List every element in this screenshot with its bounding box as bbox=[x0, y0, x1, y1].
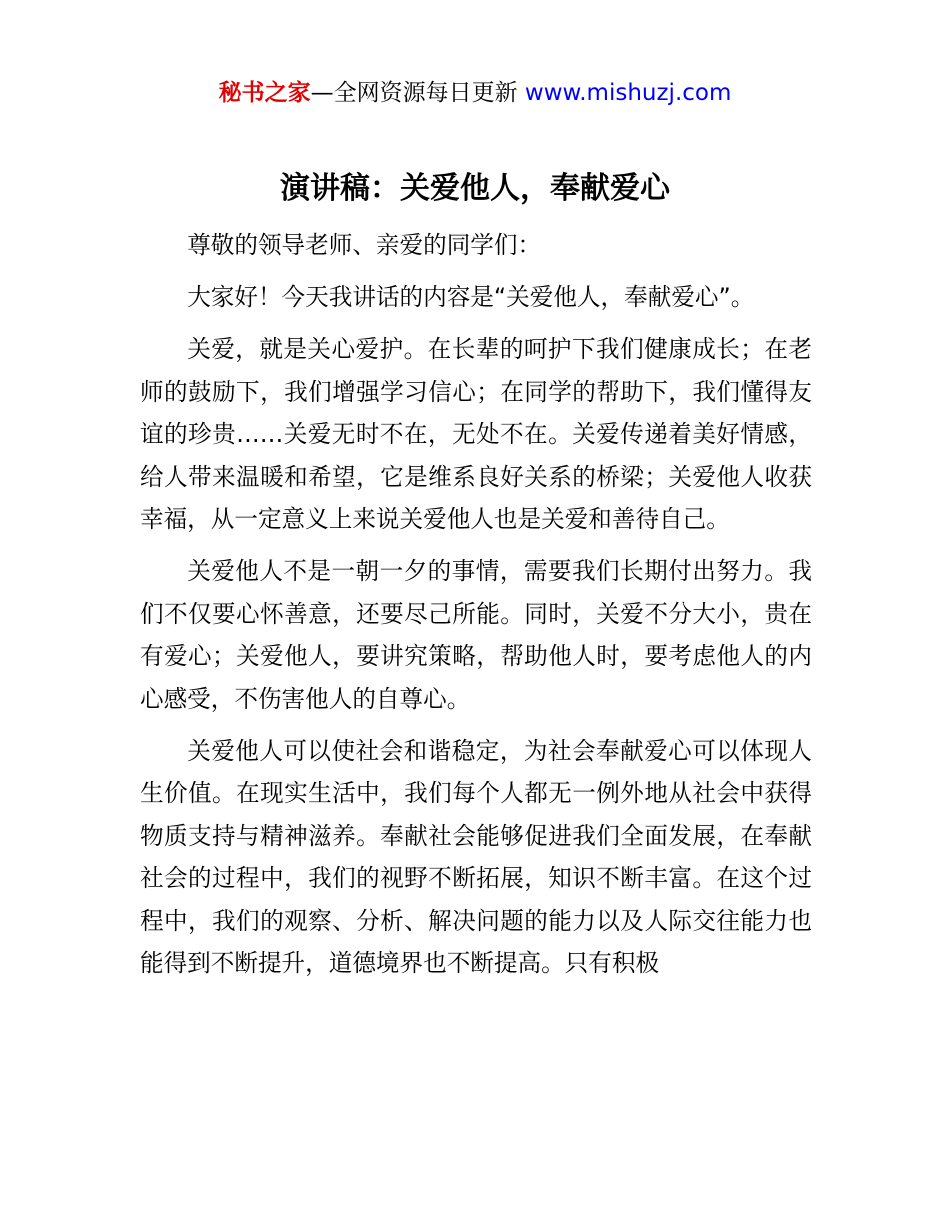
body-paragraph: 关爱他人可以使社会和谐稳定，为社会奉献爱心可以体现人生价值。在现实生活中，我们每个人都无一例外地从社会中获得物质支持与精神滋养。奉献社会能够促进我们全面发展，在奉献社会的过程中，我们的视野不断拓展，知识不断丰富。在这个过程中，我们的观察、分析、解决问题的能力以及人际交往能力也能得到不断提升，道德境界也不断提高。只有积极 bbox=[140, 736, 812, 977]
brand-name: 秘书之家 bbox=[218, 80, 311, 106]
document-body bbox=[140, 224, 812, 994]
salutation: 尊敬的领导老师、亲爱的同学们： bbox=[187, 231, 542, 259]
site-url[interactable]: www.mishuzj.com bbox=[524, 80, 732, 106]
body-paragraph: 关爱，就是关心爱护。在长辈的呵护下我们健康成长；在老师的鼓励下，我们增强学习信心；在同学的帮助下，我们懂得友谊的珍贵……关爱无时不在，无处不在。关爱传递着美好情感，给人带来温暖和希望，它是维系良好关系的桥梁；关爱他人收获幸福，从一定意义上来说关爱他人也是关爱和善待自己。 bbox=[140, 335, 812, 533]
header-tagline: —全网资源每日更新 bbox=[310, 80, 525, 106]
greeting: 大家好！今天我讲话的内容是“关爱他人，奉献爱心”。 bbox=[187, 283, 755, 311]
page-header bbox=[0, 76, 950, 110]
body-paragraph: 关爱他人不是一朝一夕的事情，需要我们长期付出努力。我们不仅要心怀善意，还要尽己所能。同时，关爱不分大小，贵在有爱心；关爱他人，要讲究策略，帮助他人时，要考虑他人的内心感受，不伤害他人的自尊心。 bbox=[140, 557, 812, 713]
document-title: 演讲稿：关爱他人，奉献爱心 bbox=[280, 171, 670, 206]
